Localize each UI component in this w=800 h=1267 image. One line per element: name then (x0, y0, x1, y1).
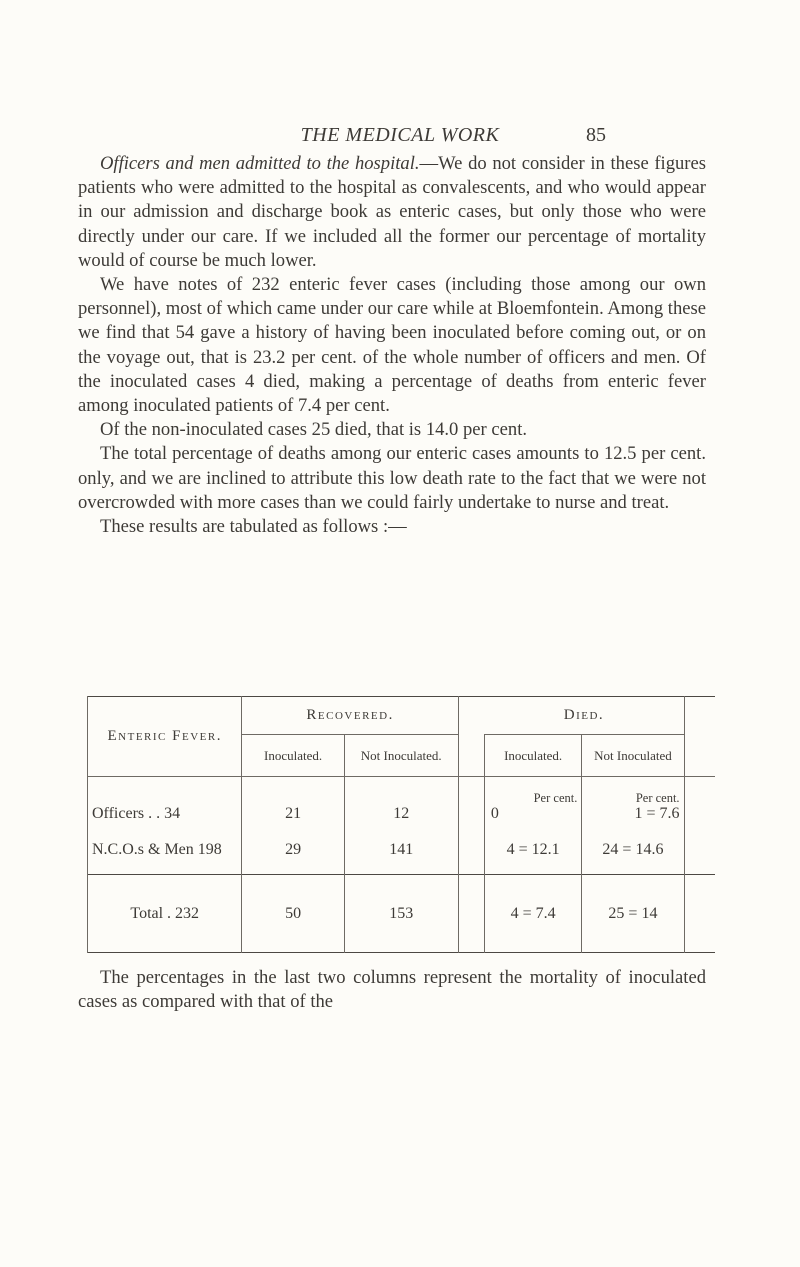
died-heading: Died. (563, 707, 605, 723)
paragraph-text: Of the non-inoculated cases 25 died, that is 14.0 per cent. (100, 419, 528, 441)
paragraph-text: —We do not consider in these figures patients who were admitted to the hospital as convalescents, and who would appear in our admission and discharge book as enteric cases, but only those who were directly under our care. If we included all the former our percentage of mortality would of course be much lower. (78, 153, 706, 271)
table-row-label: N.C.O.s & Men 198 (88, 827, 242, 875)
page-header (196, 124, 604, 152)
running-title: THE MEDICAL WORK (300, 124, 500, 146)
paragraph: The percentages in the last two columns represent the mortality of inoculated cases as compared with that of the (78, 967, 706, 1013)
subheading-inoculated: Inoculated. (242, 735, 344, 777)
cell-died-not: 24 = 14.6 (582, 827, 684, 875)
cell-died-not: 1 = 7.6 (634, 804, 680, 822)
paragraph (78, 442, 706, 515)
cell-rec-not: 141 (344, 827, 458, 875)
paragraph (78, 273, 706, 418)
per-cent-label: Per cent. (635, 790, 680, 805)
body-text (78, 152, 706, 539)
cell-died-inoc: 4 = 12.1 (484, 827, 581, 875)
total-rec-not: 153 (344, 875, 458, 953)
paragraph-lead: Officers and men admitted to the hospital. (100, 153, 420, 174)
total-rec-inoc: 50 (242, 875, 344, 953)
paragraph (78, 152, 706, 273)
subheading-not-inoculated: Not Inoculated. (344, 735, 458, 777)
results-table (87, 696, 715, 952)
paragraph-text: These results are tabulated as follows :— (100, 516, 407, 538)
cell-rec-inoc: 21 (242, 777, 344, 827)
total-label: Total . 232 (88, 875, 242, 953)
paragraph-text: The total percentage of deaths among our enteric cases amounts to 12.5 per cent. only, and we are inclined to attribute this low death rate to the fact that we were not overcrowded with more cases than we could fairly undertake to nurse and treat. (78, 443, 706, 513)
recovered-heading: Recovered. (242, 697, 458, 735)
paragraph (78, 515, 706, 539)
table-row-label: Officers . . 34 (88, 777, 242, 827)
total-died-not: 25 = 14 (582, 875, 684, 953)
cell-rec-not: 12 (344, 777, 458, 827)
footer-text (78, 966, 706, 1014)
page-number: 85 (586, 124, 606, 146)
cell-died-inoc: 0 (490, 804, 499, 822)
per-cent-label: Per cent. (533, 790, 578, 805)
row-header: Enteric Fever. (88, 697, 242, 777)
cell-rec-inoc: 29 (242, 827, 344, 875)
subheading-died-inoculated: Inoculated. (484, 735, 581, 777)
total-died-inoc: 4 = 7.4 (484, 875, 581, 953)
paragraph-text: We have notes of 232 enteric fever cases (including those among our own personnel), most of which came under our care while at Bloemfontein. Among these we find that 54 gave a history of having been inoculated before coming out, or on the voyage out, that is 23.2 per cent. of the whole number of officers and men. Of the inoculated cases 4 died, making a percentage of deaths from enteric fever among inoculated patients of 7.4 per cent. (78, 274, 706, 417)
paragraph (78, 418, 706, 442)
subheading-died-not-inoculated: Not Inoculated (582, 735, 684, 777)
